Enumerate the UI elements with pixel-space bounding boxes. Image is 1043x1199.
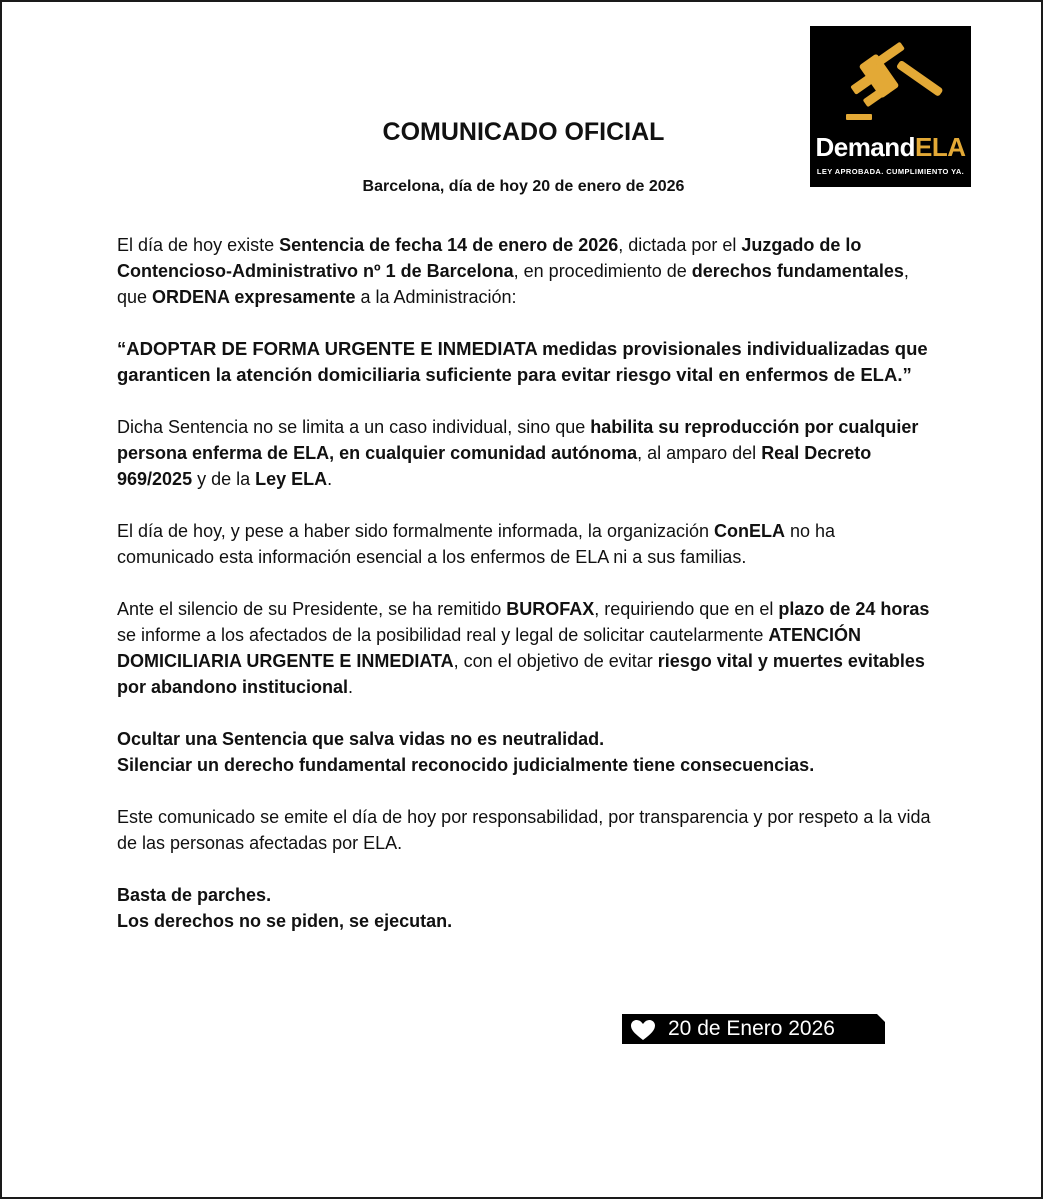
date-stamp-label: 20 de Enero 2026 xyxy=(668,1017,835,1040)
date-stamp xyxy=(622,1014,885,1044)
paragraph-closing: Basta de parches. Los derechos no se piden, se ejecutan. xyxy=(117,885,453,931)
paragraph-emission: Este comunicado se emite el día de hoy por responsabilidad, por transparencia y por respeto a la vida de las personas afectadas por ELA. xyxy=(117,807,931,853)
paragraph-sentencia: El día de hoy existe Sentencia de fecha 14 de enero de 2026, dictada por el Juzgado de lo Contencioso-Administrativo nº 1 de Barcelona, en procedimiento de derechos fundamentales, que ORDENA expresamente a la Administración: xyxy=(117,235,909,307)
logo-slogan: LEY APROBADA. CUMPLIMIENTO YA. xyxy=(816,167,965,176)
document-body xyxy=(117,232,935,960)
page-title: COMUNICADO OFICIAL xyxy=(382,118,665,146)
paragraph-conela: El día de hoy, y pese a haber sido formalmente informada, la organización ConELA no ha comunicado esta información esencial a los enfermos de ELA ni a sus familias. xyxy=(117,521,836,567)
dateline: Barcelona, día de hoy 20 de enero de 2026 xyxy=(362,178,685,195)
heart-icon xyxy=(630,1019,656,1041)
demandela-logo xyxy=(810,26,971,187)
logo-wordmark-ela: ELA xyxy=(915,132,966,162)
paragraph-quote: “ADOPTAR DE FORMA URGENTE E INMEDIATA medidas provisionales individualizadas que garanticen la atención domiciliaria suficiente para evitar riesgo vital en enfermos de ELA.” xyxy=(117,338,928,385)
paragraph-reproduccion: Dicha Sentencia no se limita a un caso individual, sino que habilita su reproducción por cualquier persona enferma de ELA, en cualquier comunidad autónoma, al amparo del Real Decreto 969/2025 y de la Ley ELA. xyxy=(117,417,919,489)
logo-wordmark-demand: Demand xyxy=(815,132,916,162)
stamp-corner-notch xyxy=(877,1014,885,1022)
paragraph-statement: Ocultar una Sentencia que salva vidas no es neutralidad. Silenciar un derecho fundamental reconocido judicialmente tiene consecuencias. xyxy=(117,729,815,775)
paragraph-burofax: Ante el silencio de su Presidente, se ha remitido BUROFAX, requiriendo que en el plazo de 24 horas se informe a los afectados de la posibilidad real y legal de solicitar cautelarmente ATENCIÓN DOMICILIARIA URGENTE E INMEDIATA, con el objetivo de evitar riesgo vital y muertes evitables por abandono institucional. xyxy=(117,599,930,697)
